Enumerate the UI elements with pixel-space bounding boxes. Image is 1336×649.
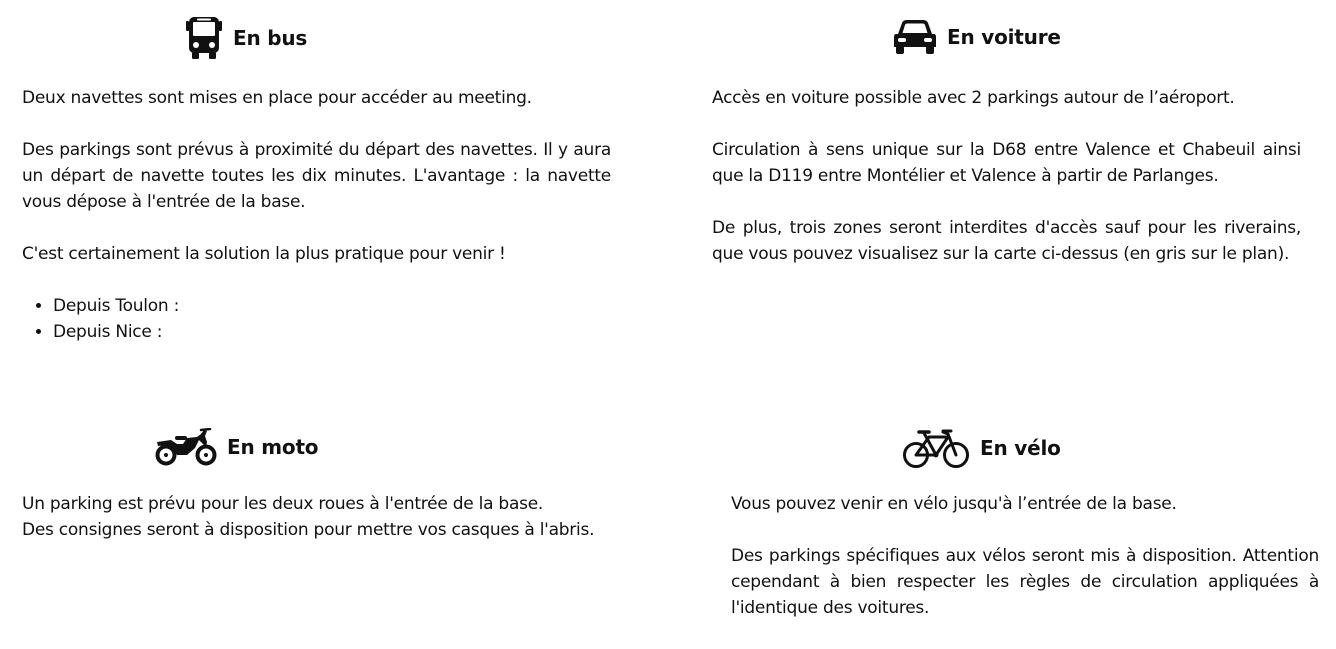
motorcycle-icon xyxy=(155,428,217,466)
bike-text xyxy=(731,491,1319,621)
car-icon xyxy=(893,19,937,55)
car-text xyxy=(712,85,1301,267)
bus-title: En bus xyxy=(233,26,308,50)
car-paragraph-3: De plus, trois zones seront interdites d'accès sauf pour les riverains, que vous pouvez visualisez sur la carte ci-dessus (en gris sur le plan). xyxy=(712,218,1301,264)
moto-paragraph-1: Un parking est prévu pour les deux roues à l'entrée de la base. xyxy=(22,494,544,514)
bike-title: En vélo xyxy=(980,436,1061,460)
car-paragraph-1: Accès en voiture possible avec 2 parkings autour de l’aéroport. xyxy=(712,88,1235,108)
bus-heading xyxy=(185,17,307,59)
bus-paragraph-1: Deux navettes sont mises en place pour accéder au meeting. xyxy=(22,88,532,108)
moto-heading xyxy=(155,428,318,466)
bus-departure-list xyxy=(22,293,611,345)
bike-paragraph-2: Des parkings spécifiques aux vélos seront mis à disposition. Attention cependant à bien respecter les règles de circulation appliquées à l'identique des voitures. xyxy=(731,546,1319,618)
car-title: En voiture xyxy=(947,25,1061,49)
list-item: • Depuis Nice : xyxy=(53,319,611,345)
bicycle-icon xyxy=(902,427,970,469)
bus-icon xyxy=(185,17,223,59)
bus-text xyxy=(22,85,611,345)
bike-heading xyxy=(902,427,1061,469)
list-item: • Depuis Toulon : xyxy=(53,293,611,319)
car-heading xyxy=(893,19,1061,55)
moto-text xyxy=(22,491,611,543)
moto-title: En moto xyxy=(227,435,319,459)
moto-paragraph-2: Des consignes seront à disposition pour mettre vos casques à l'abris. xyxy=(22,520,595,540)
car-paragraph-2: Circulation à sens unique sur la D68 entre Valence et Chabeuil ainsi que la D119 entre Montélier et Valence à partir de Parlanges. xyxy=(712,140,1301,186)
bus-paragraph-2: Des parkings sont prévus à proximité du départ des navettes. Il y aura un départ de navette toutes les dix minutes. L'avantage : la navette vous dépose à l'entrée de la base. xyxy=(22,140,611,212)
bike-paragraph-1: Vous pouvez venir en vélo jusqu'à l’entrée de la base. xyxy=(731,494,1177,514)
bus-paragraph-3: C'est certainement la solution la plus pratique pour venir ! xyxy=(22,244,506,264)
